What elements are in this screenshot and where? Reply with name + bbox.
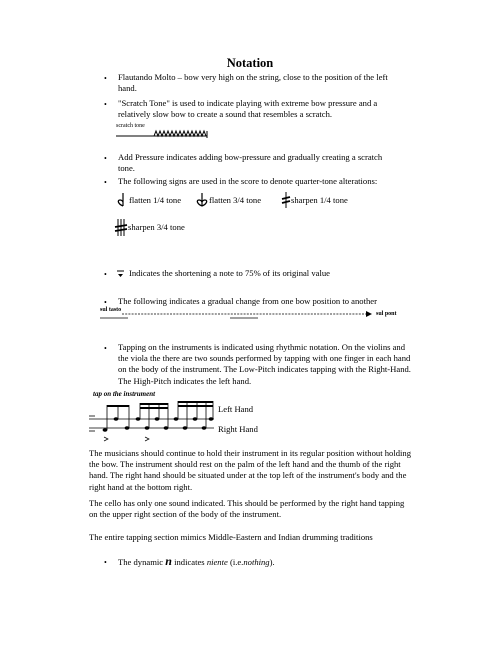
- tapping-item: Tapping on the instruments is indicated using rhythmic notation. On the violins and the viola the there are two sounds performed by tapping with one finger in each hand on the body of the instrument. The Low-Pitch indicates tapping with the Right-Hand. The High-Pitch indicates the left hand.: [118, 342, 411, 386]
- bullet: •: [104, 298, 107, 307]
- tapping-notation-icon: [89, 397, 215, 443]
- add-pressure-item: Add Pressure indicates adding bow-pressure and gradually creating a scratch tone.: [118, 152, 383, 174]
- dynamic-open: (i.e.: [229, 557, 244, 567]
- sharpen-quarter-label: sharpen 1/4 tone: [291, 195, 348, 205]
- scratch-tone-line-icon: [116, 130, 208, 140]
- bullet: •: [104, 100, 107, 109]
- gradual-change-item: The following indicates a gradual change from one bow position to another: [118, 296, 377, 306]
- sul-tasto-label: sul tasto: [100, 307, 122, 313]
- cello-paragraph: The cello has only one sound indicated. This should be performed by the right hand tapping on the upper right section of the body of the instrument.: [89, 498, 405, 520]
- left-hand-label: Left Hand: [218, 404, 254, 414]
- right-hand-label: Right Hand: [218, 424, 258, 434]
- niente-dynamic-icon: n: [165, 554, 172, 568]
- reversed-flat-icon: [117, 192, 127, 208]
- sharpen-three-quarter-label: sharpen 3/4 tone: [128, 222, 185, 232]
- bullet: •: [104, 154, 107, 163]
- dynamic-prefix: The dynamic: [118, 557, 164, 567]
- dynamic-mid: indicates: [174, 557, 205, 567]
- bullet: •: [104, 344, 107, 353]
- flautando-item: Flautando Molto – bow very high on the string, close to the position of the left hand.: [118, 72, 388, 94]
- quarter-tone-item: The following signs are used in the score to denote quarter-tone alterations:: [118, 176, 378, 186]
- flatten-quarter-label: flatten 1/4 tone: [129, 195, 182, 205]
- dynamic-close: ).: [269, 557, 275, 567]
- bullet: •: [104, 270, 107, 279]
- shortening-mark-icon: [116, 268, 126, 278]
- bullet: •: [104, 74, 107, 83]
- mimics-paragraph: The entire tapping section mimics Middle-Eastern and Indian drumming traditions: [89, 532, 373, 542]
- three-quarter-sharp-icon: [115, 219, 127, 237]
- scratch-tone-item: "Scratch Tone" is used to indicate playing with extreme bow pressure and a relatively slow bow to create a sound that resembles a scratch.: [118, 98, 378, 120]
- tap-caption: tap on the instrument: [93, 390, 156, 398]
- three-quarter-flat-icon: [196, 192, 210, 208]
- bullet: •: [104, 558, 107, 567]
- flatten-three-quarter-label: flatten 3/4 tone: [209, 195, 262, 205]
- shortening-item: Indicates the shortening a note to 75% of its original value: [129, 268, 330, 278]
- scratch-tone-label: scratch tone: [116, 123, 145, 129]
- hold-instrument-paragraph: The musicians should continue to hold their instrument in its regular position without holding the bow. The instrument should rest on the palm of the left hand and the thumb of the right hand. The right hand should be situated under at the top left of the instrument's body and the right hand at the bottom right.: [89, 448, 411, 492]
- page-title: Notation: [226, 56, 274, 70]
- bow-position-arrow-icon: [100, 309, 372, 321]
- nothing-word: nothing: [243, 557, 270, 567]
- niente-word: niente: [206, 557, 228, 567]
- sul-pont-label: sul pont: [376, 311, 397, 317]
- quarter-sharp-icon: [281, 192, 291, 208]
- dynamic-item: [118, 556, 275, 568]
- bullet: •: [104, 178, 107, 187]
